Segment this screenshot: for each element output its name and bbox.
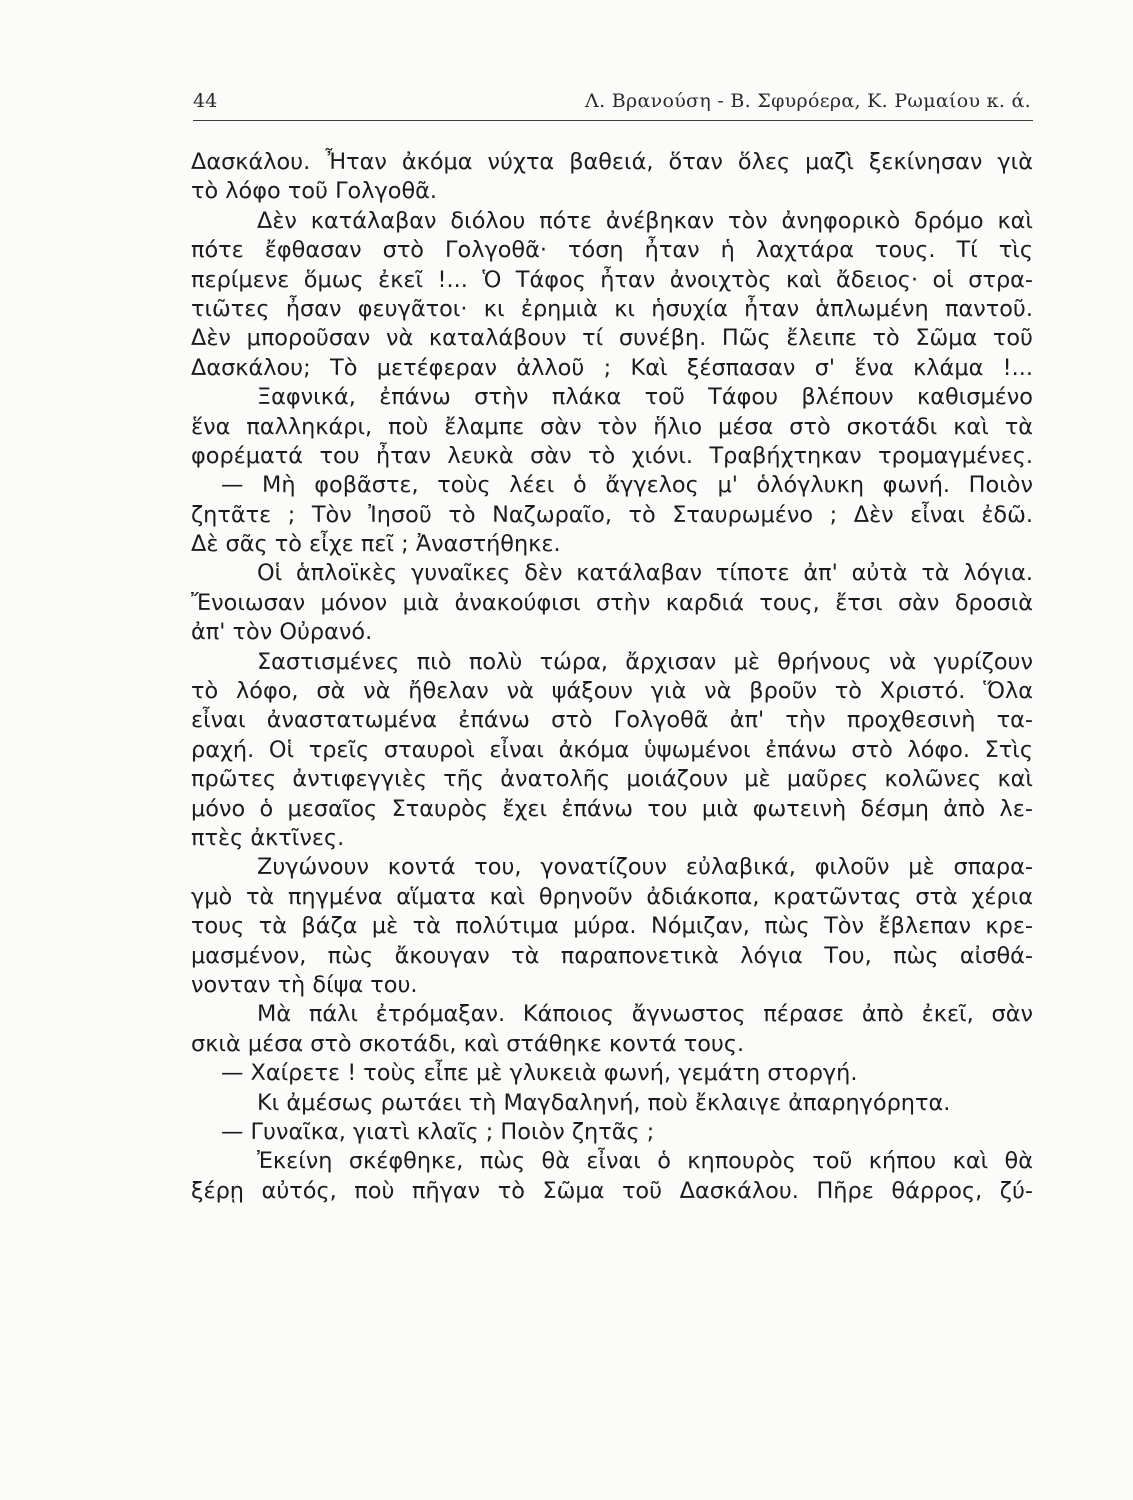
text-line: ξέρῃ αὐτός, ποὺ πῆγαν τὸ Σῶμα τοῦ Δασκάλου. Πῆρε θάρρος, ζύ- — [191, 1177, 1033, 1204]
text-line: ἕνα παλληκάρι, ποὺ ἔλαμπε σὰν τὸν ἥλιο μέσα στὸ σκοτάδι καὶ τὰ — [191, 413, 1033, 440]
text-line: φορέματά του ἦταν λευκὰ σὰν τὸ χιόνι. Τραβήχτηκαν τρομαγμένες. — [191, 442, 1033, 469]
text-line: — Χαίρετε ! τοὺς εἶπε μὲ γλυκειὰ φωνή, γεμάτη στοργή. — [221, 1060, 858, 1087]
text-line: πότε ἔφθασαν στὸ Γολγοθᾶ· τόση ἦταν ἡ λαχτάρα τους. Τί τὶς — [191, 237, 1033, 264]
page-number: 44 — [193, 90, 218, 112]
text-line: νονταν τὴ δίψα του. — [191, 971, 418, 998]
text-line: — Μὴ φοβᾶστε, τοὺς λέει ὁ ἄγγελος μ' ὁλόγλυκη φωνή. Ποιὸν — [221, 472, 1033, 499]
text-line: μασμένον, πὼς ἄκουγαν τὰ παραπονετικὰ λόγια Του, πὼς αἰσθά- — [191, 942, 1033, 969]
text-line: Δασκάλου; Τὸ μετέφεραν ἀλλοῦ ; Καὶ ξέσπασαν σ' ἕνα κλάμα !... — [191, 354, 1033, 381]
text-line: περίμενε ὅμως ἐκεῖ !... Ὁ Τάφος ἦταν ἀνοιχτὸς καὶ ἄδειος· οἱ στρα- — [191, 266, 1033, 293]
page-header — [193, 86, 1033, 121]
text-line: Οἱ ἁπλοϊκὲς γυναῖκες δὲν κατάλαβαν τίποτε ἀπ' αὐτὰ τὰ λόγια. — [257, 560, 1033, 587]
text-line: εἶναι ἀναστατωμένα ἐπάνω στὸ Γολγοθᾶ ἀπ' τὴν προχθεσινὴ τα- — [191, 707, 1033, 734]
running-head: Λ. Βρανούση - Β. Σφυρόερα, Κ. Ρωμαίου κ. ά. — [585, 90, 1031, 112]
text-line: Ξαφνικά, ἐπάνω στὴν πλάκα τοῦ Τάφου βλέπουν καθισμένο — [257, 384, 1033, 411]
text-line: Σαστισμένες πιὸ πολὺ τώρα, ἄρχισαν μὲ θρήνους νὰ γυρίζουν — [257, 648, 1033, 675]
text-line: τιῶτες ἦσαν φευγᾶτοι· κι ἐρημιὰ κι ἡσυχία ἦταν ἁπλωμένη παντοῦ. — [191, 295, 1033, 322]
text-line: Δὲν μποροῦσαν νὰ καταλάβουν τί συνέβη. Πῶς ἔλειπε τὸ Σῶμα τοῦ — [191, 325, 1033, 352]
text-line: Δασκάλου. Ἦταν ἀκόμα νύχτα βαθειά, ὅταν ὅλες μαζὶ ξεκίνησαν γιὰ — [191, 149, 1033, 175]
body-text — [191, 148, 1033, 1206]
text-line: Δὲ σᾶς τὸ εἶχε πεῖ ; Ἀναστήθηκε. — [191, 531, 561, 558]
text-line: ραχή. Οἱ τρεῖς σταυροὶ εἶναι ἀκόμα ὑψωμένοι ἐπάνω στὸ λόφο. Στὶς — [191, 736, 1033, 763]
text-line: ζητᾶτε ; Τὸν Ἰησοῦ τὸ Ναζωραῖο, τὸ Σταυρωμένο ; Δὲν εἶναι ἐδῶ. — [191, 501, 1033, 528]
text-line: μόνο ὁ μεσαῖος Σταυρὸς ἔχει ἐπάνω του μιὰ φωτεινὴ δέσμη ἀπὸ λε- — [191, 795, 1033, 822]
text-line: τους τὰ βάζα μὲ τὰ πολύτιμα μύρα. Νόμιζαν, πὼς Τὸν ἔβλεπαν κρε- — [191, 913, 1033, 940]
text-line: Ζυγώνουν κοντά του, γονατίζουν εὐλαβικά, φιλοῦν μὲ σπαρα- — [257, 854, 1033, 881]
text-line: — Γυναῖκα, γιατὶ κλαῖς ; Ποιὸν ζητᾶς ; — [221, 1118, 655, 1145]
text-line: σκιὰ μέσα στὸ σκοτάδι, καὶ στάθηκε κοντά τους. — [191, 1030, 745, 1057]
text-line: Ἐκείνη σκέφθηκε, πὼς θὰ εἶναι ὁ κηπουρὸς τοῦ κήπου καὶ θὰ — [257, 1148, 1033, 1175]
text-line: τὸ λόφο, σὰ νὰ ἤθελαν νὰ ψάξουν γιὰ νὰ βροῦν τὸ Χριστό. Ὅλα — [191, 678, 1033, 705]
text-line: Ἔνοιωσαν μόνον μιὰ ἀνακούφισι στὴν καρδιά τους, ἔτσι σὰν δροσιὰ — [191, 589, 1033, 616]
text-line: γμὸ τὰ πηγμένα αἵματα καὶ θρηνοῦν ἀδιάκοπα, κρατῶντας στὰ χέρια — [191, 883, 1033, 910]
text-line: Κι ἀμέσως ρωτάει τὴ Μαγδαληνή, ποὺ ἔκλαιγε ἀπαρηγόρητα. — [257, 1089, 951, 1116]
text-line: πρῶτες ἀντιφεγγιὲς τῆς ἀνατολῆς μοιάζουν μὲ μαῦρες κολῶνες καὶ — [191, 766, 1033, 793]
text-line: τὸ λόφο τοῦ Γολγοθᾶ. — [191, 178, 438, 205]
text-line: πτὲς ἀκτῖνες. — [191, 824, 345, 851]
text-line: Μὰ πάλι ἐτρόμαξαν. Κάποιος ἄγνωστος πέρασε ἀπὸ ἐκεῖ, σὰν — [257, 1001, 1033, 1028]
text-line: Δὲν κατάλαβαν διόλου πότε ἀνέβηκαν τὸν ἀνηφορικὸ δρόμο καὶ — [257, 207, 1033, 234]
text-line: ἀπ' τὸν Οὐρανό. — [191, 619, 373, 646]
